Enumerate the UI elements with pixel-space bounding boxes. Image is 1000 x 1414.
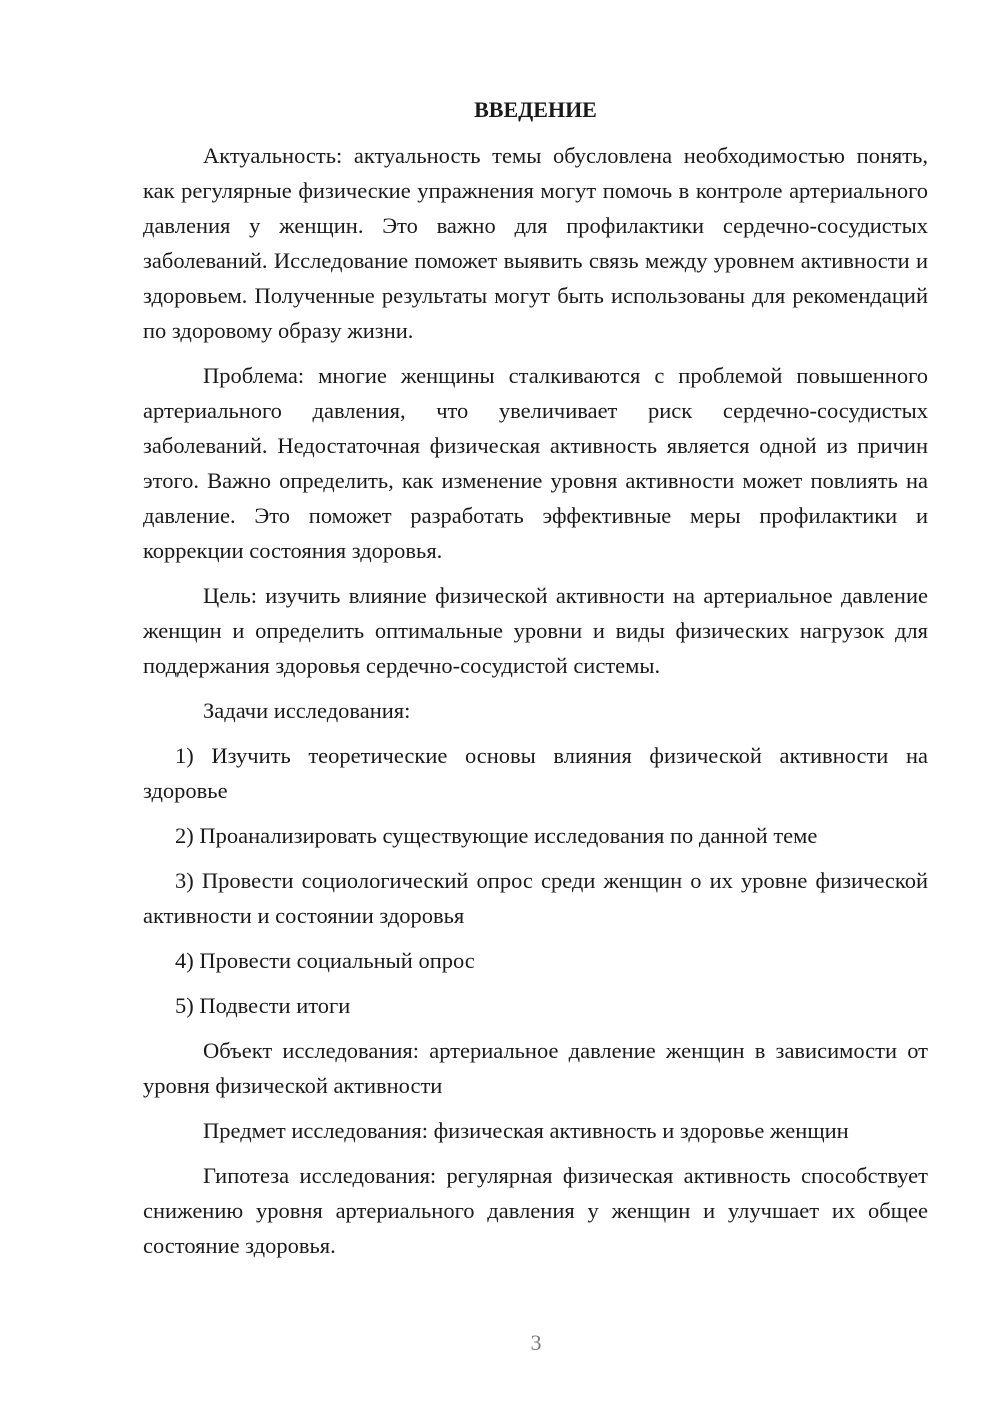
task-item: 2) Проанализировать существующие исследования по данной теме	[175, 823, 818, 848]
task-item: 4) Провести социальный опрос	[175, 948, 475, 973]
tasks-title: Задачи исследования:	[203, 698, 411, 723]
object-paragraph: Объект исследования: артериальное давление женщин в зависимости от уровня физической активности	[143, 1038, 928, 1098]
page-number: 3	[530, 1330, 542, 1355]
task-item: 5) Подвести итоги	[175, 993, 351, 1018]
relevance-paragraph: Актуальность: актуальность темы обусловлена необходимостью понять, как регулярные физические упражнения могут помочь в контроле артериального давления у женщин. Это важно для профилактики сердечно-сосудистых заболеваний. Исследование поможет выявить связь между уровнем активности и здоровьем. Полученные результаты могут быть использованы для рекомендаций по здоровому образу жизни.	[143, 143, 928, 343]
subject-paragraph: Предмет исследования: физическая активность и здоровье женщин	[203, 1118, 849, 1143]
page-content	[143, 90, 928, 1273]
task-item: 3) Провести социологический опрос среди женщин о их уровне физической активности и состоянии здоровья	[143, 868, 928, 928]
hypothesis-paragraph: Гипотеза исследования: регулярная физическая активность способствует снижению уровня артериального давления у женщин и улучшает их общее состояние здоровья.	[143, 1163, 928, 1258]
goal-paragraph: Цель: изучить влияние физической активности на артериальное давление женщин и определить оптимальные уровни и виды физических нагрузок для поддержания здоровья сердечно-сосудистой системы.	[143, 583, 928, 678]
section-heading: ВВЕДЕНИЕ	[474, 97, 597, 122]
task-item: 1) Изучить теоретические основы влияния физической активности на здоровье	[143, 743, 928, 803]
problem-paragraph: Проблема: многие женщины сталкиваются с проблемой повышенного артериального давления, что увеличивает риск сердечно-сосудистых заболеваний. Недостаточная физическая активность является одной из причин этого. Важно определить, как изменение уровня активности может повлиять на давление. Это поможет разработать эффективные меры профилактики и коррекции состояния здоровья.	[143, 363, 928, 563]
